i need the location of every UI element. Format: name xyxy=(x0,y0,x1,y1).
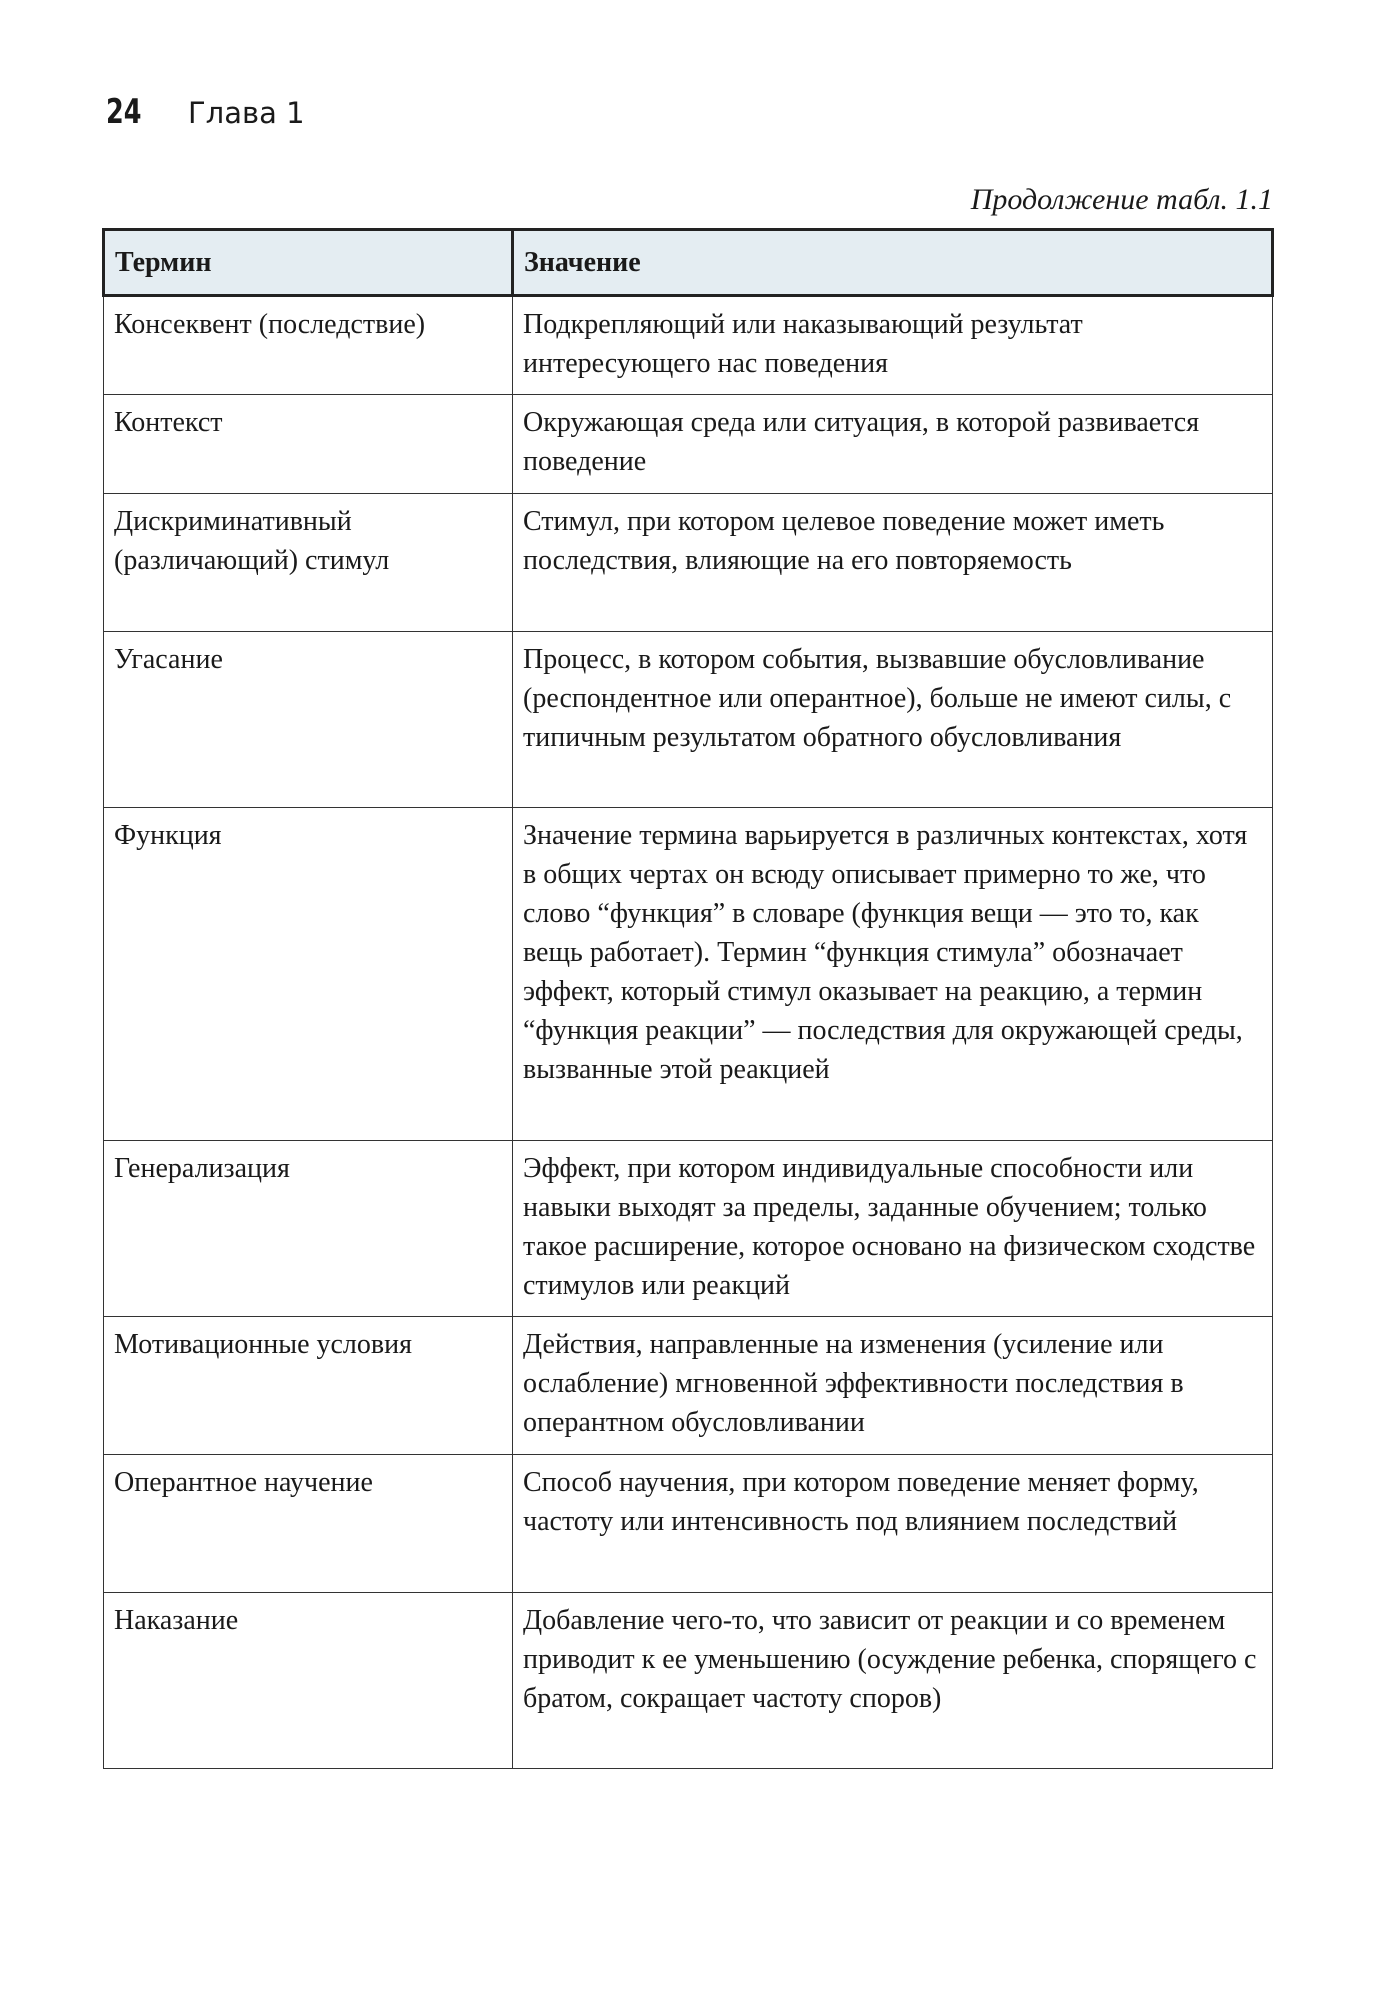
table-header-row xyxy=(104,230,1273,296)
page-header xyxy=(106,92,305,132)
cell-meaning: Значение термина варьируется в различных контекстах, хотя в общих чертах он всюду описывает примерно то же, что слово “функция” в словаре (функция вещи — это то, как вещь работает). Термин “функция стимула” обозначает эффект, который стимул оказывает на реакцию, а термин “функция реакции” — последствия для окружающей среды, вызванные этой реакцией xyxy=(513,808,1273,1141)
cell-meaning: Действия, направленные на изменения (усиление или ослабление) мгновенной эффективности последствия в оперантном обусловливании xyxy=(513,1317,1273,1455)
cell-meaning: Эффект, при котором индивидуальные способности или навыки выходят за пределы, заданные обучением; только такое расширение, которое основано на физическом сходстве стимулов или реакций xyxy=(513,1141,1273,1317)
table-row xyxy=(104,1317,1273,1455)
cell-meaning: Добавление чего-то, что зависит от реакции и со временем приводит к ее уменьшению (осуждение ребенка, спорящего с братом, сокращает частоту споров) xyxy=(513,1593,1273,1769)
cell-term: Генерализация xyxy=(104,1141,513,1317)
cell-meaning: Подкрепляющий или наказывающий результат интересующего нас поведения xyxy=(513,296,1273,395)
cell-meaning: Способ научения, при котором поведение меняет форму, частоту или интенсивность под влиянием последствий xyxy=(513,1455,1273,1593)
table-row xyxy=(104,494,1273,632)
table-row xyxy=(104,296,1273,395)
cell-meaning: Стимул, при котором целевое поведение может иметь последствия, влияющие на его повторяемость xyxy=(513,494,1273,632)
column-header-term: Термин xyxy=(104,230,513,296)
table-row xyxy=(104,632,1273,808)
cell-term: Мотивационные условия xyxy=(104,1317,513,1455)
cell-term: Дискриминативный (различающий) стимул xyxy=(104,494,513,632)
page-number: 24 xyxy=(106,92,142,132)
table-row xyxy=(104,1455,1273,1593)
table-row xyxy=(104,1593,1273,1769)
cell-meaning: Окружающая среда или ситуация, в которой развивается поведение xyxy=(513,395,1273,494)
cell-term: Оперантное научение xyxy=(104,1455,513,1593)
table-row xyxy=(104,395,1273,494)
chapter-title: Глава 1 xyxy=(188,96,305,130)
cell-meaning: Процесс, в котором события, вызвавшие обусловливание (респондентное или оперантное), больше не имеют силы, с типичным результатом обратного обусловливания xyxy=(513,632,1273,808)
cell-term: Контекст xyxy=(104,395,513,494)
table-row xyxy=(104,808,1273,1141)
cell-term: Консеквент (последствие) xyxy=(104,296,513,395)
glossary-table xyxy=(102,228,1274,1769)
table-caption: Продолжение табл. 1.1 xyxy=(970,183,1273,216)
column-header-meaning: Значение xyxy=(513,230,1273,296)
table-row xyxy=(104,1141,1273,1317)
cell-term: Угасание xyxy=(104,632,513,808)
cell-term: Наказание xyxy=(104,1593,513,1769)
cell-term: Функция xyxy=(104,808,513,1141)
